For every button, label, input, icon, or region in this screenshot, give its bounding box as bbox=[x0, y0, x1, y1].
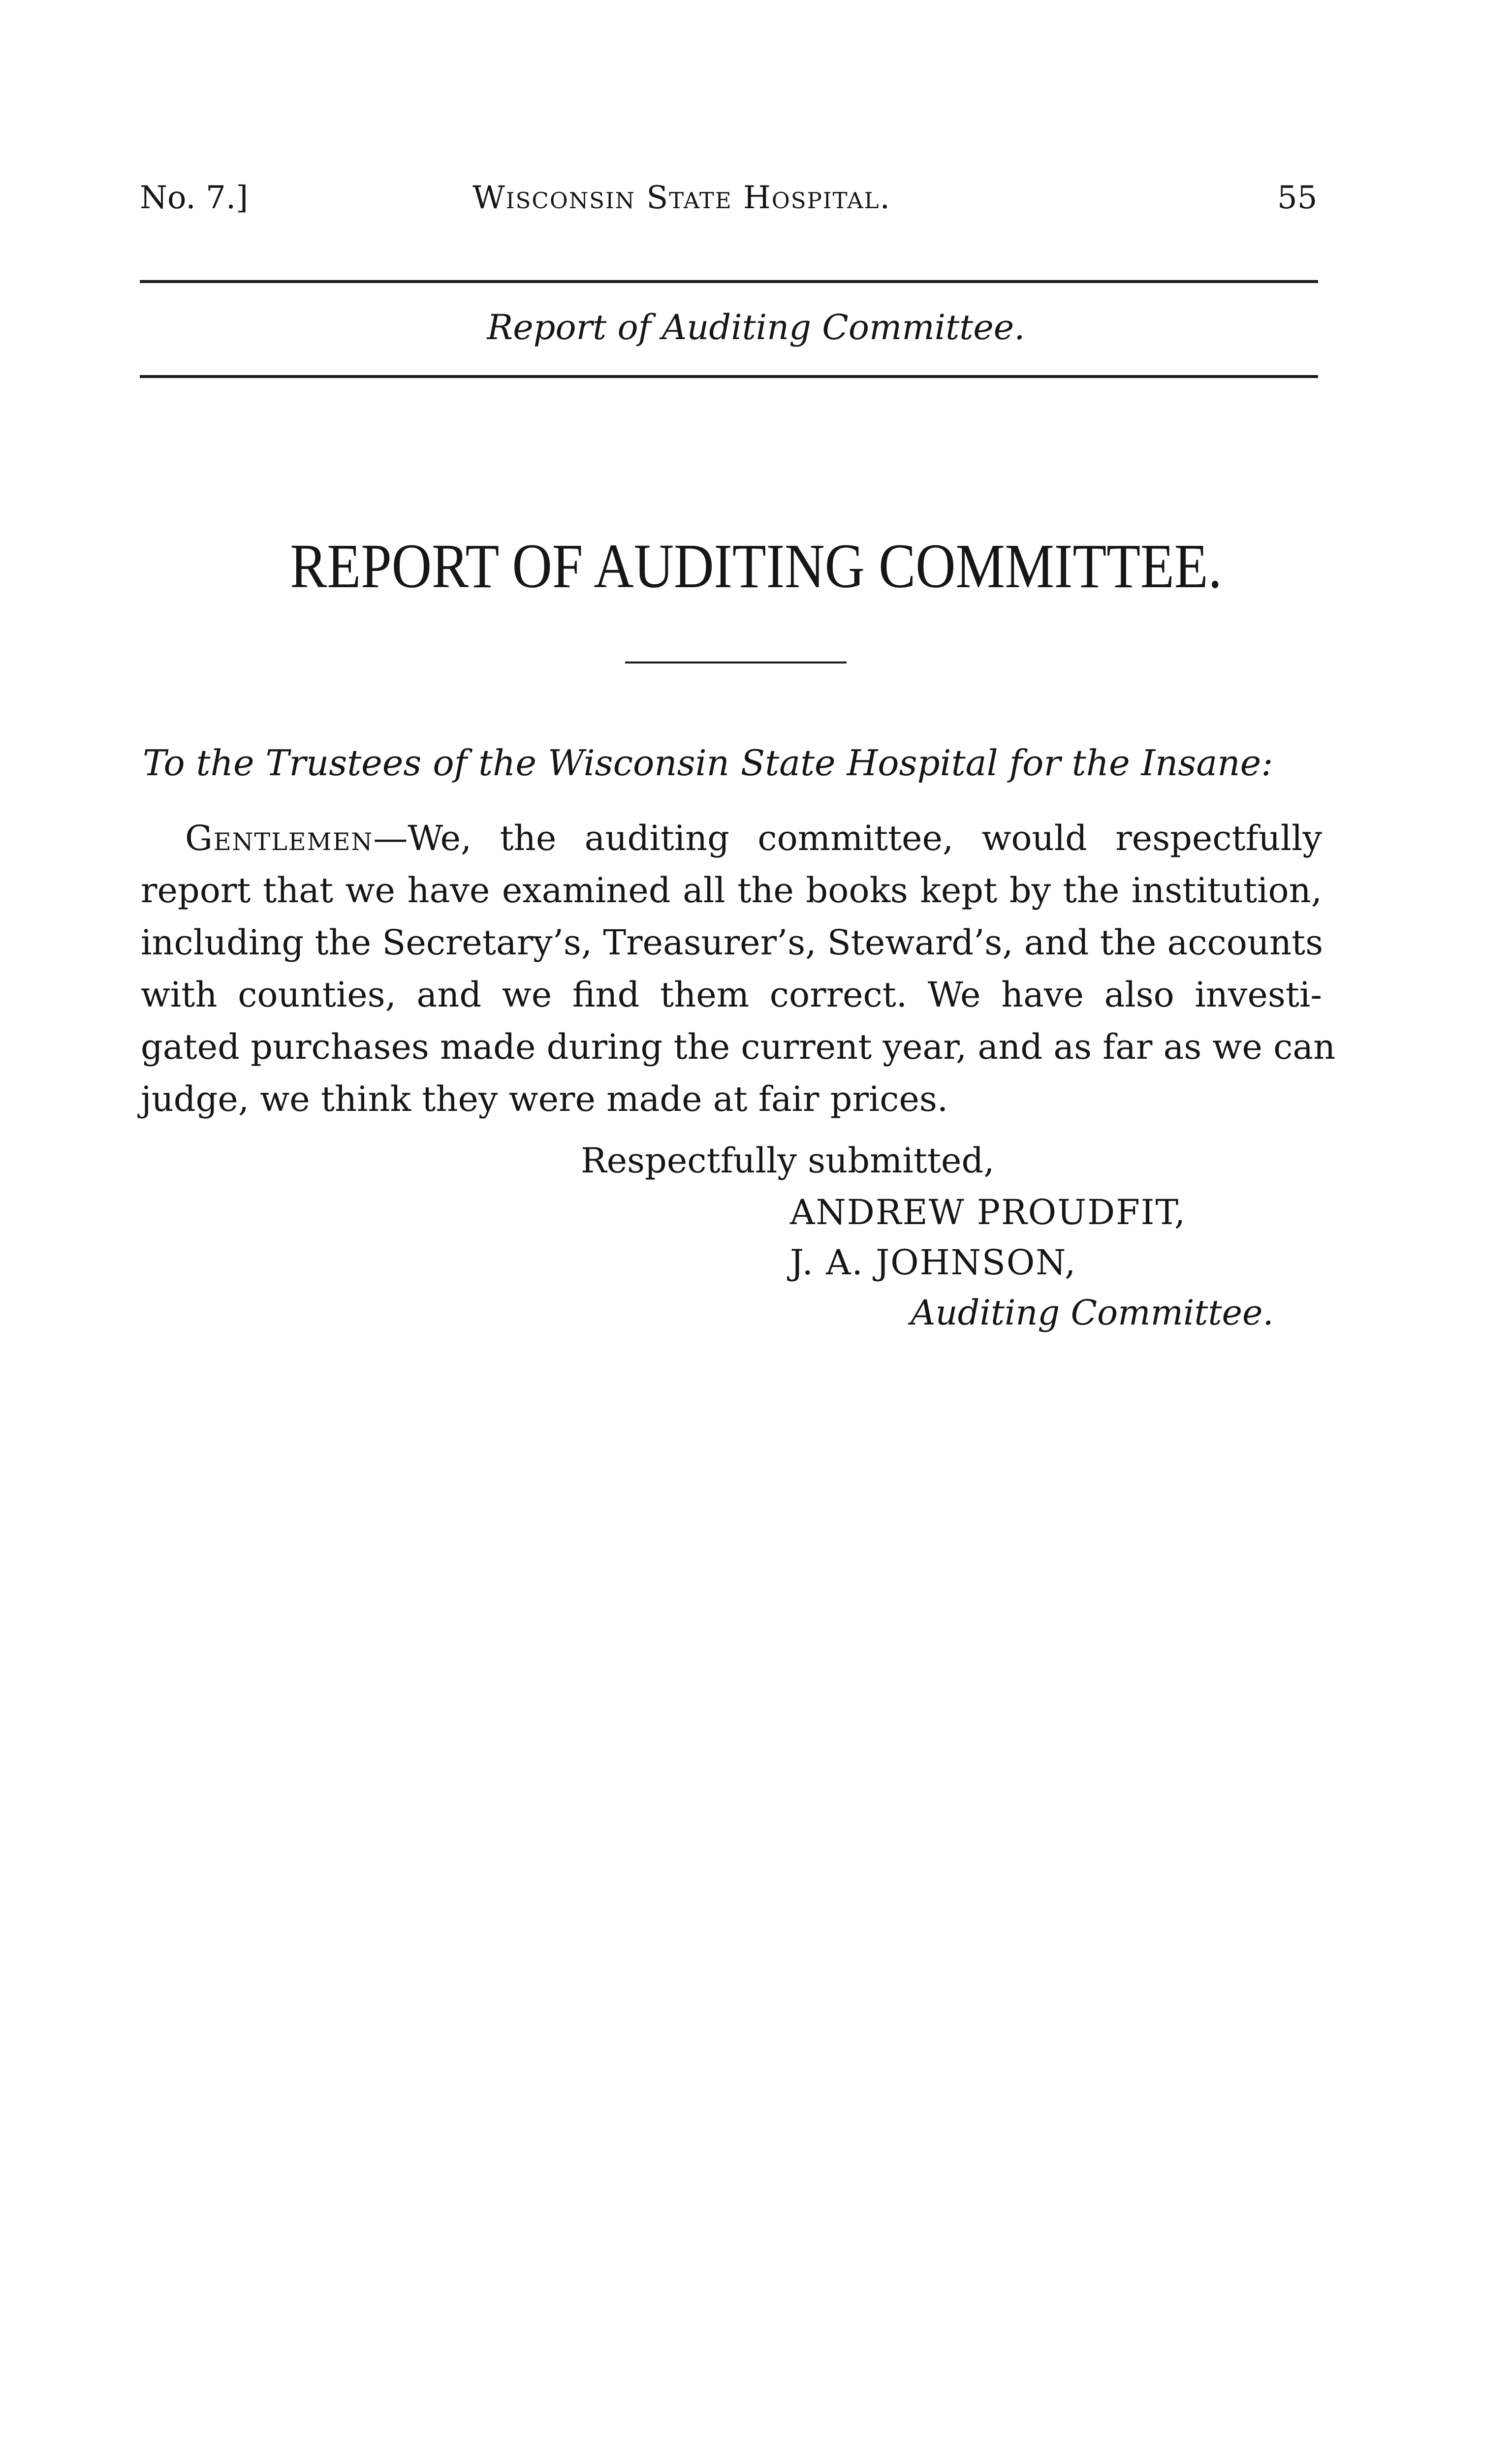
page-title: REPORT OF AUDITING COMMITTEE. bbox=[290, 531, 1222, 601]
header-rule-bottom bbox=[140, 375, 1318, 378]
signer-name: ANDREW PROUDFIT, bbox=[790, 1192, 1187, 1232]
body-line-2: report that we have examined all the books kept by the institution, bbox=[141, 870, 1322, 911]
body-line-1-text: —We, the auditing committee, would respectfully bbox=[373, 818, 1322, 858]
body-line-1 bbox=[141, 812, 1322, 864]
body-line-4: with counties, and we find them correct. We have also investi- bbox=[141, 975, 1322, 1015]
running-head-title: Wisconsin State Hospital. bbox=[472, 180, 891, 216]
document-number: No. 7.] bbox=[140, 180, 249, 216]
title-divider bbox=[625, 662, 847, 663]
signer-name: J. A. JOHNSON, bbox=[790, 1242, 1077, 1283]
body-line-5: gated purchases made during the current year, and as far as we can bbox=[141, 1027, 1336, 1067]
body-line-6: judge, we think they were made at fair prices. bbox=[141, 1079, 948, 1119]
page-number: 55 bbox=[1277, 180, 1318, 216]
header-rule-top bbox=[140, 280, 1318, 283]
address-line: To the Trustees of the Wisconsin State Hospital for the Insane: bbox=[143, 742, 1273, 784]
section-head: Report of Auditing Committee. bbox=[487, 307, 1025, 347]
body-line-3: including the Secretary’s, Treasurer’s, Steward’s, and the accounts bbox=[141, 922, 1323, 963]
closing: Respectfully submitted, bbox=[581, 1140, 995, 1181]
signer-title: Auditing Committee. bbox=[911, 1293, 1274, 1333]
report-body bbox=[141, 812, 1336, 1125]
salutation: Gentlemen bbox=[185, 818, 374, 858]
